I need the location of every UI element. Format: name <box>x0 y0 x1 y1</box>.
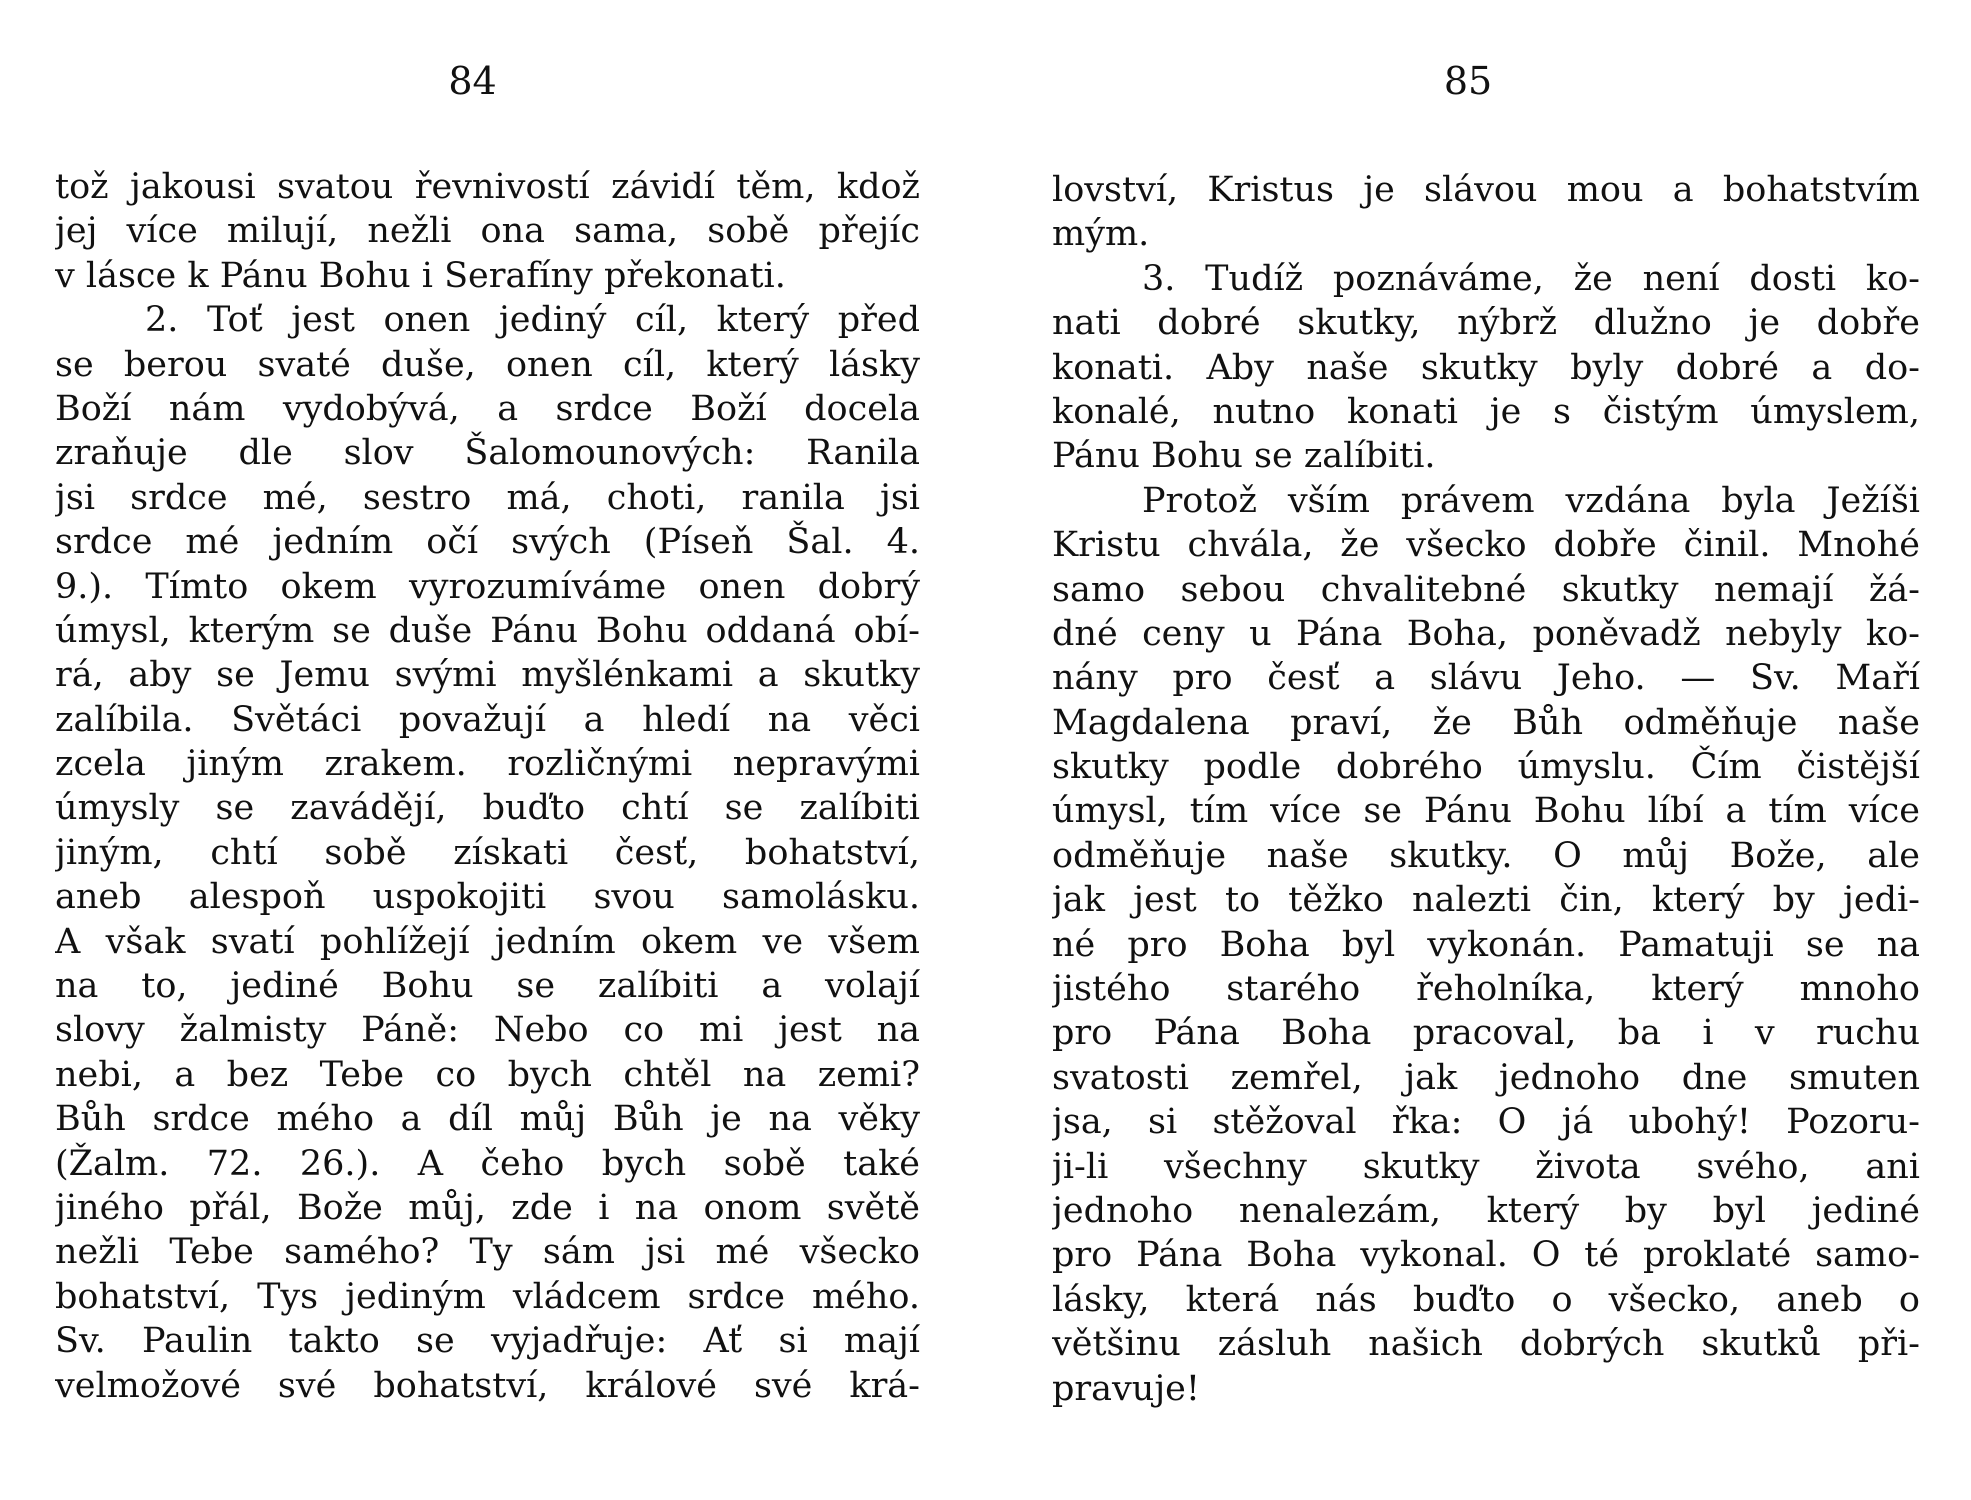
text-line: jsi srdce mé, sestro má, choti, ranila jsi <box>55 477 920 518</box>
text-line: jednoho nenalezám, který by byl jediné <box>1052 1190 1920 1231</box>
text-line: jak jest to těžko nalezti čin, který by jedi- <box>1052 880 1920 921</box>
text-line: pravuje! <box>1052 1368 1200 1409</box>
text-line: svatosti zemřel, jak jednoho dne smuten <box>1052 1057 1920 1098</box>
text-line: Kristu chvála, že všecko dobře činil. Mnohé <box>1052 525 1920 566</box>
text-line: jistého starého řeholníka, který mnoho <box>1052 969 1920 1010</box>
text-line: většinu zásluh našich dobrých skutků při- <box>1052 1324 1920 1365</box>
text-line: jiného přál, Bože můj, zde i na onom světě <box>55 1187 920 1228</box>
text-line: v lásce k Pánu Bohu i Serafíny překonati. <box>55 255 786 296</box>
text-line: úmysl, tím více se Pánu Bohu líbí a tím více <box>1052 791 1920 832</box>
text-line: jej více milují, nežli ona sama, sobě přejíc <box>55 211 920 252</box>
text-line: zcela jiným zrakem. rozličnými nepravými <box>55 744 920 785</box>
text-line: nebi, a bez Tebe co bych chtěl na zemi? <box>55 1054 920 1095</box>
right-page-text <box>1052 168 1920 1411</box>
text-line: lovství, Kristus je slávou mou a bohatstvím <box>1052 170 1920 210</box>
text-line: Magdalena praví, že Bůh odměňuje naše <box>1052 702 1920 743</box>
text-line: dné ceny u Pána Boha, poněvadž nebyly ko- <box>1052 613 1920 654</box>
text-line: Bůh srdce mého a díl můj Bůh je na věky <box>55 1099 920 1140</box>
text-line: nati dobré skutky, nýbrž dlužno je dobře <box>1052 303 1920 344</box>
text-line: 9.). Tímto okem vyrozumíváme onen dobrý <box>55 566 920 607</box>
text-line: zraňuje dle slov Šalomounových: Ranila <box>55 433 920 474</box>
text-line: ji-li všechny skutky života svého, ani <box>1052 1146 1920 1187</box>
text-line: bohatství, Tys jediným vládcem srdce mého. <box>55 1276 920 1317</box>
paragraph-start-line: 3. Tudíž poznáváme, že není dosti ko- <box>1142 258 1920 299</box>
text-line: tož jakousi svatou řevnivostí závidí těm, kdož <box>55 167 920 207</box>
text-line: úmysly se zavádějí, buďto chtí se zalíbiti <box>55 788 920 829</box>
text-line: jiným, chtí sobě získati česť, bohatství, <box>55 832 920 873</box>
text-line: (Žalm. 72. 26.). A čeho bych sobě také <box>55 1143 920 1184</box>
text-line: né pro Boha byl vykonán. Pamatuji se na <box>1052 924 1920 965</box>
text-line: rá, aby se Jemu svými myšlénkami a skutky <box>55 655 920 696</box>
text-line: se berou svaté duše, onen cíl, který lásky <box>55 344 920 385</box>
text-line: konati. Aby naše skutky byly dobré a do- <box>1052 347 1920 388</box>
paragraph-start-line: 2. Toť jest onen jediný cíl, který před <box>145 300 920 341</box>
text-line: pro Pána Boha vykonal. O té proklaté samo- <box>1052 1235 1920 1276</box>
text-line: nány pro česť a slávu Jeho. — Sv. Maří <box>1052 658 1920 699</box>
text-line: na to, jediné Bohu se zalíbiti a volají <box>55 966 920 1007</box>
text-line: skutky podle dobrého úmyslu. Čím čistější <box>1052 747 1920 788</box>
paragraph-start-line: Protož vším právem vzdána byla Ježíši <box>1142 480 1920 521</box>
text-line: A však svatí pohlížejí jedním okem ve všem <box>55 921 920 962</box>
text-line: lásky, která nás buďto o všecko, aneb o <box>1052 1279 1920 1320</box>
text-line: mým. <box>1052 214 1150 255</box>
text-line: Pánu Bohu se zalíbiti. <box>1052 436 1436 477</box>
page-number-84: 84 <box>448 59 497 103</box>
text-line: samo sebou chvalitebné skutky nemají žá- <box>1052 569 1920 610</box>
text-line: slovy žalmisty Páně: Nebo co mi jest na <box>55 1010 920 1051</box>
text-line: nežli Tebe samého? Ty sám jsi mé všecko <box>55 1232 920 1273</box>
text-line: odměňuje naše skutky. O můj Bože, ale <box>1052 835 1920 876</box>
page-number-85: 85 <box>1443 59 1493 103</box>
text-line: jsa, si stěžoval řka: O já ubohý! Pozoru- <box>1052 1102 1920 1143</box>
text-line: Sv. Paulin takto se vyjadřuje: Ať si mají <box>55 1321 920 1362</box>
right-page <box>1052 0 1920 1500</box>
text-line: úmysl, kterým se duše Pánu Bohu oddaná obí- <box>55 610 920 651</box>
text-line: zalíbila. Světáci považují a hledí na věci <box>55 699 920 740</box>
text-line: konalé, nutno konati je s čistým úmyslem, <box>1052 391 1920 432</box>
text-line: pro Pána Boha pracoval, ba i v ruchu <box>1052 1013 1920 1054</box>
left-page <box>55 0 920 1500</box>
left-page-text <box>55 165 920 1408</box>
text-line: aneb alespoň uspokojiti svou samolásku. <box>55 877 920 918</box>
text-line: velmožové své bohatství, králové své krá- <box>55 1365 920 1406</box>
text-line: Boží nám vydobývá, a srdce Boží docela <box>55 388 920 429</box>
text-line: srdce mé jedním očí svých (Píseň Šal. 4. <box>55 522 920 563</box>
